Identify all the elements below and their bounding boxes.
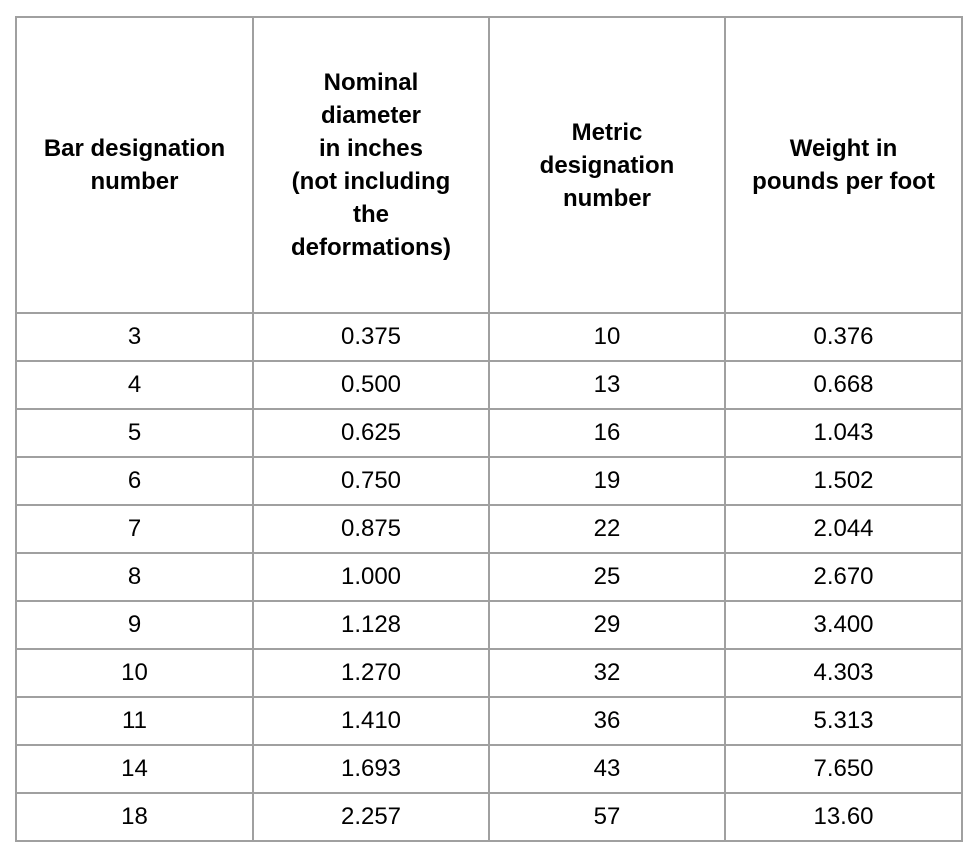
- bar-designation-cell: 6: [16, 457, 253, 505]
- weight-cell: 2.044: [725, 505, 962, 553]
- nominal-diameter-cell: 1.000: [253, 553, 489, 601]
- metric-designation-cell: 16: [489, 409, 725, 457]
- table-row: [16, 553, 962, 601]
- table-row: [16, 361, 962, 409]
- nominal-diameter-cell: 1.693: [253, 745, 489, 793]
- table-header: [16, 17, 962, 313]
- nominal-diameter-cell: 0.750: [253, 457, 489, 505]
- bar-designation-cell: 14: [16, 745, 253, 793]
- weight-cell: 7.650: [725, 745, 962, 793]
- header-row: [16, 17, 962, 313]
- metric-designation-cell: 19: [489, 457, 725, 505]
- header-weight-per-foot: Weight in pounds per foot: [725, 17, 962, 313]
- header-metric-designation-number: Metric designation number: [489, 17, 725, 313]
- table-row: [16, 697, 962, 745]
- nominal-diameter-cell: 1.270: [253, 649, 489, 697]
- table-row: [16, 409, 962, 457]
- metric-designation-cell: 10: [489, 313, 725, 361]
- nominal-diameter-cell: 0.625: [253, 409, 489, 457]
- table-row: [16, 313, 962, 361]
- metric-designation-cell: 36: [489, 697, 725, 745]
- rebar-size-table: [15, 16, 963, 842]
- weight-cell: 5.313: [725, 697, 962, 745]
- metric-designation-cell: 32: [489, 649, 725, 697]
- metric-designation-cell: 13: [489, 361, 725, 409]
- nominal-diameter-cell: 2.257: [253, 793, 489, 841]
- weight-cell: 13.60: [725, 793, 962, 841]
- nominal-diameter-cell: 0.875: [253, 505, 489, 553]
- bar-designation-cell: 11: [16, 697, 253, 745]
- weight-cell: 2.670: [725, 553, 962, 601]
- metric-designation-cell: 22: [489, 505, 725, 553]
- bar-designation-cell: 7: [16, 505, 253, 553]
- nominal-diameter-cell: 1.128: [253, 601, 489, 649]
- bar-designation-cell: 18: [16, 793, 253, 841]
- nominal-diameter-cell: 0.375: [253, 313, 489, 361]
- bar-designation-cell: 8: [16, 553, 253, 601]
- nominal-diameter-cell: 0.500: [253, 361, 489, 409]
- metric-designation-cell: 57: [489, 793, 725, 841]
- weight-cell: 0.668: [725, 361, 962, 409]
- metric-designation-cell: 25: [489, 553, 725, 601]
- weight-cell: 1.502: [725, 457, 962, 505]
- table-row: [16, 505, 962, 553]
- table-body: [16, 313, 962, 841]
- table-row: [16, 649, 962, 697]
- table-row: [16, 457, 962, 505]
- nominal-diameter-cell: 1.410: [253, 697, 489, 745]
- weight-cell: 1.043: [725, 409, 962, 457]
- header-bar-designation-number: Bar designation number: [16, 17, 253, 313]
- bar-designation-cell: 10: [16, 649, 253, 697]
- weight-cell: 3.400: [725, 601, 962, 649]
- header-nominal-diameter: Nominal diameter in inches (not including the deformations): [253, 17, 489, 313]
- metric-designation-cell: 29: [489, 601, 725, 649]
- bar-designation-cell: 4: [16, 361, 253, 409]
- metric-designation-cell: 43: [489, 745, 725, 793]
- bar-designation-cell: 3: [16, 313, 253, 361]
- table-row: [16, 745, 962, 793]
- table-row: [16, 601, 962, 649]
- table-row: [16, 793, 962, 841]
- bar-designation-cell: 5: [16, 409, 253, 457]
- bar-designation-cell: 9: [16, 601, 253, 649]
- weight-cell: 4.303: [725, 649, 962, 697]
- weight-cell: 0.376: [725, 313, 962, 361]
